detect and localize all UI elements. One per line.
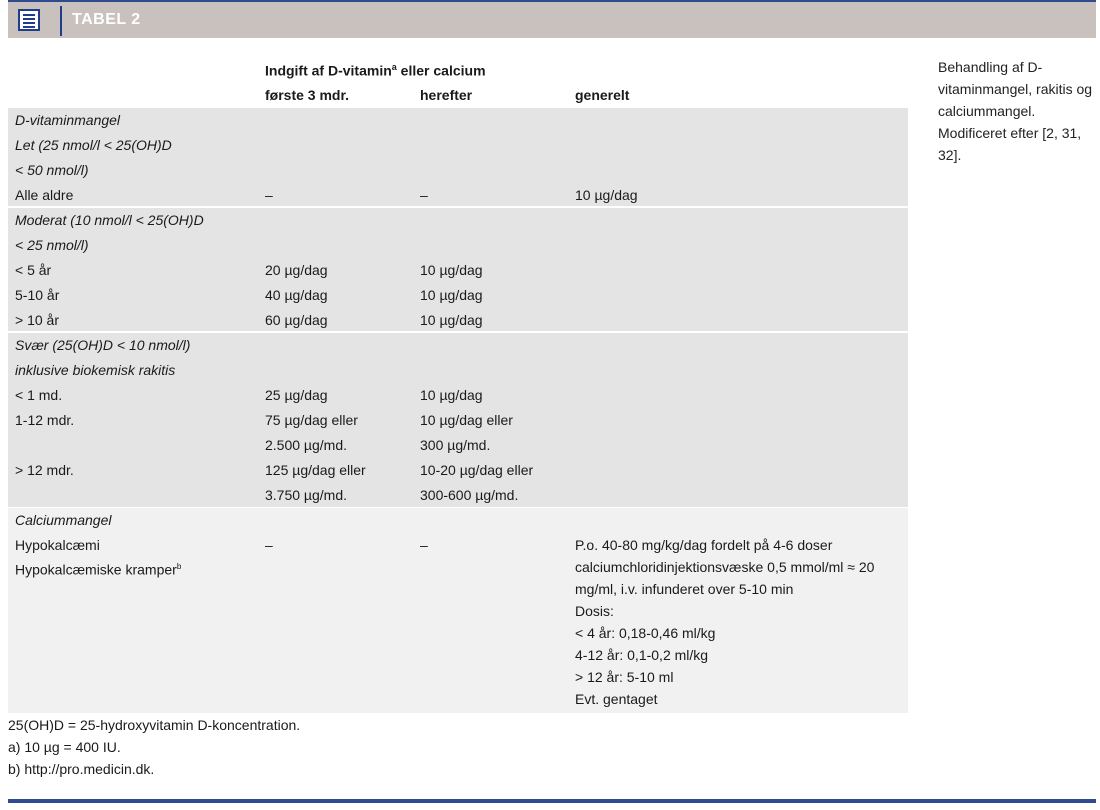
footnote-b: b) http://pro.medicin.dk. — [8, 761, 155, 777]
cell-general: > 12 år: 5-10 ml — [575, 669, 674, 685]
cell-general: Evt. gentaget — [575, 691, 658, 707]
cell-thereafter: 10 µg/dag — [420, 262, 483, 278]
section-subtitle-let-cont: < 50 nmol/l) — [15, 162, 89, 178]
footnote-a: a) 10 µg = 400 IU. — [8, 739, 121, 755]
cell-general: Dosis: — [575, 603, 614, 619]
row-label: Hypokalcæmi — [15, 537, 100, 553]
cell-first-3-months: 40 µg/dag — [265, 287, 328, 303]
cell-first-3-months: 2.500 µg/md. — [265, 437, 348, 453]
cell-first-3-months: 125 µg/dag eller — [265, 462, 366, 478]
row-label: Alle aldre — [15, 187, 74, 203]
cell-first-3-months: – — [265, 537, 273, 553]
cell-first-3-months: 3.750 µg/md. — [265, 487, 348, 503]
cell-first-3-months: 25 µg/dag — [265, 387, 328, 403]
row-label: Hypokalcæmiske kramper$^b$ — [15, 561, 182, 578]
column-heading-thereafter: herefter — [420, 87, 473, 103]
cell-thereafter: 10-20 µg/dag eller — [420, 462, 534, 478]
section-title-moderat: Moderat (10 nmol/l < 25(OH)D — [15, 212, 204, 228]
table-header-bar — [8, 0, 1096, 38]
footnote-abbreviation: 25(OH)D = 25-hydroxyvitamin D-koncentration. — [8, 717, 301, 733]
table-caption: Behandling af D-vitaminmangel, rakitis og calciummangel. Modificeret efter [2, 31, 32]. — [938, 59, 1093, 163]
cell-general: 4-12 år: 0,1-0,2 ml/kg — [575, 647, 709, 663]
row-label: > 12 mdr. — [15, 462, 74, 478]
row-label: < 1 md. — [15, 387, 63, 403]
cell-thereafter: 10 µg/dag — [420, 387, 483, 403]
cell-thereafter: – — [420, 187, 428, 203]
section-subtitle-let: Let (25 nmol/l < 25(OH)D — [15, 137, 172, 153]
cell-general: 10 µg/dag — [575, 187, 638, 203]
section-title-calciummangel: Calciummangel — [15, 512, 112, 528]
cell-first-3-months: 20 µg/dag — [265, 262, 328, 278]
cell-thereafter: 300-600 µg/md. — [420, 487, 519, 503]
row-label: 1-12 mdr. — [15, 412, 75, 428]
cell-thereafter: 10 µg/dag — [420, 312, 483, 328]
column-heading-first-3-months: første 3 mdr. — [265, 87, 350, 103]
column-heading-general: generelt — [575, 87, 630, 103]
section-title-d-vitaminmangel: D-vitaminmangel — [15, 112, 121, 128]
table-title: TABEL 2 — [72, 11, 141, 28]
section-title-svaer: Svær (25(OH)D < 10 nmol/l) — [15, 337, 191, 353]
cell-thereafter: 300 µg/md. — [420, 437, 491, 453]
cell-first-3-months: 60 µg/dag — [265, 312, 328, 328]
cell-general: calciumchloridinjektionsvæske 0,5 mmol/ml ≈ 20 — [575, 559, 875, 575]
cell-first-3-months: – — [265, 187, 273, 203]
cell-general: P.o. 40-80 mg/kg/dag fordelt på 4-6 doser — [575, 537, 833, 553]
cell-general: mg/ml, i.v. infunderet over 5-10 min — [575, 581, 794, 597]
cell-general: < 4 år: 0,18-0,46 ml/kg — [575, 625, 716, 641]
column-group-heading: Indgift af D-vitamin$^a$ eller calcium — [265, 62, 486, 79]
header-divider — [60, 6, 62, 36]
cell-thereafter: 10 µg/dag eller — [420, 412, 513, 428]
section-subtitle-moderat: < 25 nmol/l) — [15, 237, 89, 253]
cell-thereafter: 10 µg/dag — [420, 287, 483, 303]
row-label: < 5 år — [15, 262, 52, 278]
cell-thereafter: – — [420, 537, 428, 553]
row-label: > 10 år — [15, 312, 59, 328]
cell-first-3-months: 75 µg/dag eller — [265, 412, 358, 428]
bottom-rule — [8, 799, 1096, 803]
section-subtitle-svaer: inklusive biokemisk rakitis — [15, 362, 176, 378]
document-icon — [18, 9, 40, 31]
row-label: 5-10 år — [15, 287, 60, 303]
